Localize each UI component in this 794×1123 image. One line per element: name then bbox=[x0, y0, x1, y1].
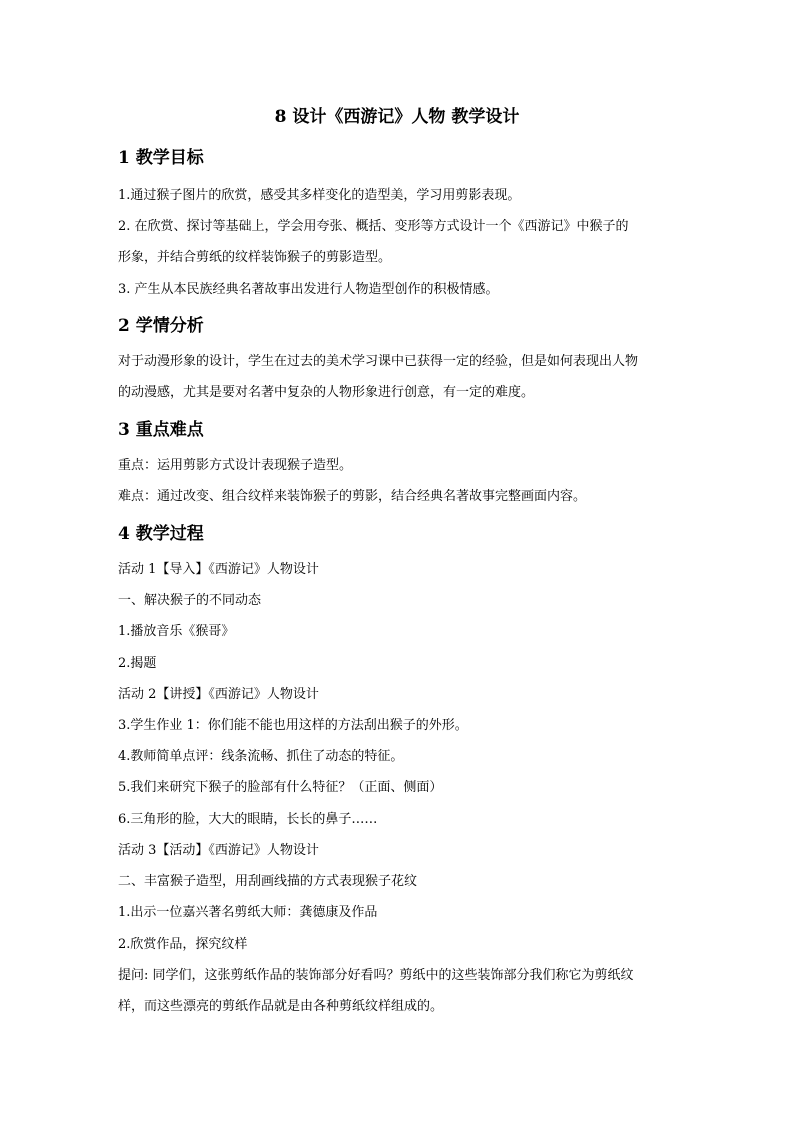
paragraph-line: 的动漫感，尤其是要对名著中复杂的人物形象进行创意，有一定的难度。 bbox=[118, 385, 535, 400]
paragraph-line: 难点：通过改变、组合纹样来装饰猴子的剪影，结合经典名著故事完整画面内容。 bbox=[118, 489, 587, 504]
paragraph-line: 对于动漫形象的设计，学生在过去的美术学习课中已获得一定的经验，但是如何表现出人物 bbox=[118, 354, 639, 369]
paragraph-line: 活动 3【活动】《西游记》人物设计 bbox=[118, 843, 319, 858]
section-heading-analysis: 2 学情分析 bbox=[118, 316, 204, 336]
section-heading-objectives: 1 教学目标 bbox=[118, 148, 204, 168]
paragraph-line: 样，而这些漂亮的剪纸作品就是由各种剪纸纹样组成的。 bbox=[118, 999, 444, 1014]
paragraph-line: 提问: 同学们，这张剪纸作品的装饰部分好看吗？剪纸中的这些装饰部分我们称它为剪纸纹 bbox=[118, 968, 634, 983]
paragraph-line: 活动 2【讲授】《西游记》人物设计 bbox=[118, 687, 319, 702]
paragraph-line: 1.播放音乐《猴哥》 bbox=[118, 624, 235, 639]
paragraph-line: 6.三角形的脸，大大的眼睛，长长的鼻子…… bbox=[118, 812, 378, 827]
paragraph-line: 5.我们来研究下猴子的脸部有什么特征？（正面、侧面） bbox=[118, 780, 443, 795]
paragraph-line: 2. 在欣赏、探讨等基础上，学会用夸张、概括、变形等方式设计一个《西游记》中猴子的 bbox=[118, 219, 629, 234]
paragraph-line: 2.揭题 bbox=[118, 656, 157, 671]
paragraph-line: 3. 产生从本民族经典名著故事出发进行人物造型创作的积极情感。 bbox=[118, 282, 499, 297]
paragraph-line: 重点：运用剪影方式设计表现猴子造型。 bbox=[118, 458, 353, 473]
paragraph-line: 1.通过猴子图片的欣赏，感受其多样变化的造型美，学习用剪影表现。 bbox=[118, 188, 521, 203]
document-title: 8 设计《西游记》人物 教学设计 bbox=[274, 107, 520, 127]
paragraph-line: 一、解决猴子的不同动态 bbox=[118, 593, 262, 608]
section-heading-key-points: 3 重点难点 bbox=[118, 420, 204, 440]
section-heading-process: 4 教学过程 bbox=[118, 524, 204, 544]
paragraph-line: 1.出示一位嘉兴著名剪纸大师：龚德康及作品 bbox=[118, 905, 378, 920]
paragraph-line: 二、丰富猴子造型，用刮画线描的方式表现猴子花纹 bbox=[118, 874, 418, 889]
paragraph-line: 2.欣赏作品，探究纹样 bbox=[118, 937, 248, 952]
paragraph-line: 3.学生作业 1：你们能不能也用这样的方法刮出猴子的外形。 bbox=[118, 718, 468, 733]
paragraph-line: 形象，并结合剪纸的纹样装饰猴子的剪影造型。 bbox=[118, 250, 392, 265]
paragraph-line: 活动 1【导入】《西游记》人物设计 bbox=[118, 562, 319, 577]
paragraph-line: 4.教师简单点评：线条流畅、抓住了动态的特征。 bbox=[118, 749, 404, 764]
